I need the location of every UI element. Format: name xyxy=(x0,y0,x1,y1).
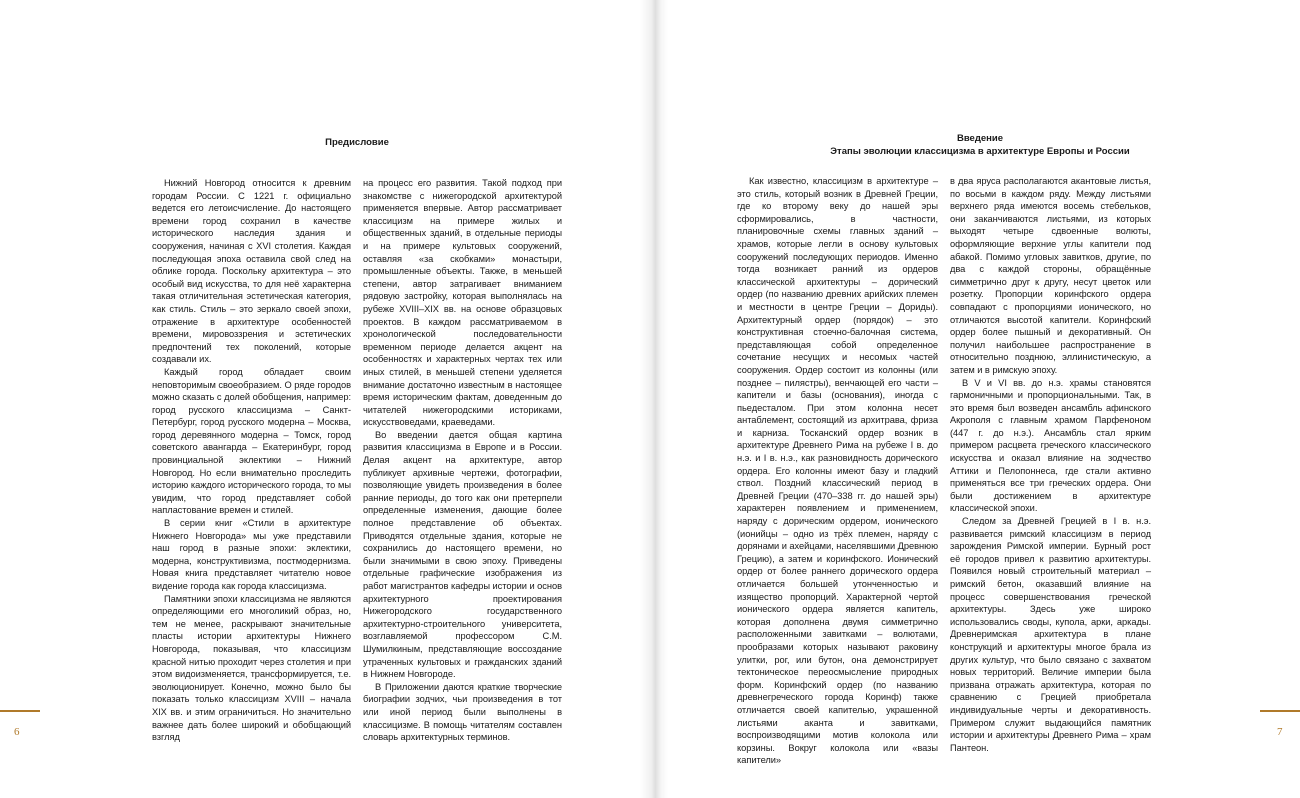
footer-rule xyxy=(0,710,40,712)
text-column-2 xyxy=(363,177,562,744)
page-title: Предисловие xyxy=(325,137,389,148)
paragraph: Нижний Новгород относится к древним городам России. С 1221 г. официально ведется его летоисчисление. До настоящего времени город сохранил в качестве исторического наследия здания и сооружения, начиная с XVI столетия. Каждая последующая эпоха оставила свой след на облике города. Поскольку архитектура – это особый вид искусства, то для неё характерна такая отличительная эстетическая категория, как стиль. Стиль – это зеркало своей эпохи, отражение в архитектуре особенностей времени, мировоззрения и эстетических предпочтений тех поколений, которые создавали их. xyxy=(152,178,351,365)
paragraph: на процесс его развития. Такой подход при знакомстве с нижегородской архитектурой применяется впервые. Автор рассматривает классицизм на примере жилых и общественных зданий, в отдельные периоды и на примере культовых сооружений, оставляя «за скобками» монастыри, промышленные объекты. Также, в меньшей степени, автор затрагивает вниманием рядовую застройку, которая выполнялась на рубеже XVIII–XIX вв. на основе образцовых проектов. В каждом рассматриваемом в хронологической последовательности временном периоде делается акцент на особенностях и характерных чертах тех или иных стилей, в меньшей степени уделяется внимание достаточно известным в настоящее время историческим фактам, доведенным до читателей нижегородскими историками, искусствоведами, краеведами. xyxy=(363,178,562,428)
footer-rule xyxy=(1260,710,1300,712)
paragraph: в два яруса располагаются акантовые листья, по восьми в каждом ряду. Между листьями верхнего ряда имеются восемь стебельков, они заканчиваются листьями, из которых выходят четыре сдвоенные волюты, оформляющие верхние углы капители под абакой. Помимо угловых завитков, другие, по два с каждой стороны, обращённые симметрично друг к другу, несут цветок или розетку. Пропорции коринфского ордера совпадают с пропорциями ионического, но отличаются высотой капители. Коринфский ордер более пышный и декоративный. Он получил наибольшее распространение в относительно позднюю, эллинистическую, а затем и в римскую эпоху. xyxy=(950,176,1151,375)
chapter-subtitle: Этапы эволюции классицизма в архитектуре Европы и России xyxy=(830,145,1130,157)
page-number: 6 xyxy=(14,726,20,738)
right-page xyxy=(650,0,1300,798)
paragraph: В Приложении даются краткие творческие биографии зодчих, чьи произведения в тот или иной период были выполнены в классицизме. В помощь читателям составлен словарь архитектурных терминов. xyxy=(363,681,562,743)
page-title xyxy=(650,133,1300,158)
text-column-1 xyxy=(737,175,938,767)
page-number: 7 xyxy=(1277,726,1283,738)
paragraph: В серии книг «Стили в архитектуре Нижнего Новгорода» мы уже представили наш город в разные эпохи: эклектики, модерна, конструктивизма, постмодернизма. Новая книга представляет читателю новое видение города как города классицизма. xyxy=(152,518,351,591)
text-column-2 xyxy=(950,175,1151,754)
paragraph: Во введении дается общая картина развития классицизма в Европе и в России. Делая акцент на архитектуре, автор публикует архивные чертежи, фотографии, позволяющие увидеть произведения в более ранние периоды, до того как они претерпели определенные изменения, дающие более полное представление об объектах. Приводятся отдельные здания, которые не сохранились до настоящего времени, но были значимыми в свою эпоху. Приведены отдельные графические изображения из работ магистрантов кафедры истории и основ архитектурного проектирования Нижегородского государственного архитектурно-строительного университета, возглавляемой профессором С.М. Шумилкиным, представляющие воссоздание утраченных культовых и гражданских зданий в Нижнем Новгороде. xyxy=(363,429,562,680)
chapter-title: Введение xyxy=(956,133,1004,144)
text-column-1 xyxy=(152,177,351,744)
paragraph: Как известно, классицизм в архитектуре – это стиль, который возник в Древней Греции, где ко второму веку до нашей эры сформировались, в частности, планировочные схемы главных зданий – храмов, которые легли в основу культовых сооружений последующих периодов. Именно тогда возникает ранний из ордеров классической архитектуры – дорический ордер (по названию древних арийских племен и местности в центре Греции – Дориды). Архитектурный ордер (порядок) – это конструктивная стоечно-балочная система, представляющая собой определенное сочетание несущих и несомых частей сооружения. Ордер состоит из колонны (или позднее – пилястры), венчающей его части – капители и базы (основания), иногда с пьедесталом. При этом колонна несет антаблемент, состоящий из архитрава, фриза и карниза. Тосканский ордер возник в архитектуре Древнего Рима на рубеже I в. до н.э. и I в. н.э., как разновидность дорического ордера. Его колонны имеют базу и гладкий ствол. Поздний классический период в Древней Греции (470–338 гг. до нашей эры) характерен появлением и применением, наряду с дорическим ордером, ионического (ионийцы – одно из трёх племен, наряду с дорянами и ахейцами, населявшими Древнюю Грецию), а затем и коринфского. Ионический ордер от более раннего дорического ордера отличается большей утонченностью и изящество пропорций. Характерной чертой ионического ордера является капитель, которая дополнена двумя симметрично расположенными завитками – волютами, прообразами которых называют раковину улитки, рог, или бутон, она демонстрирует тектоническое переосмысление природных форм. Коринфский ордер (по названию древнегреческого города Коринф) также отличается своей капителью, украшенной листьями аканта и завитками, воспроизводящими мотив колокола или корзины. Вокруг колокола или «вазы капители» xyxy=(737,176,938,766)
paragraph: Памятники эпохи классицизма не являются определяющими его многоликий образ, но, тем не менее, раскрывают значительные пласты истории архитектуры Нижнего Новгорода, показывая, что классицизм красной нитью проходит через столетия и при этом видоизменяется, трансформируется, т.е. эволюционирует. Конечно, можно было бы показать только классицизм XVIII – начала XIX вв. и этим ограничиться. Но значительно важнее дать более широкий и обобщающий взгляд xyxy=(152,593,351,743)
paragraph: В V и VI вв. до н.э. храмы становятся гармоничными и пропорциональными. Так, в это время был возведен ансамбль афинского Акрополя с главным храмом Парфеноном (447 г. до н.э.). Ансамбль стал ярким примером расцвета греческого классического искусства и оказал влияние на зодчество Аттики и Пелопоннеса, где стали активно применяться все три греческих ордера. Они были достижением в архитектуре классической эпохи. xyxy=(950,377,1151,514)
paragraph: Каждый город обладает своим неповторимым своеобразием. О ряде городов можно сказать с долей обобщения, например: город русского классицизма – Санкт-Петербург, город русского модерна – Москва, город деревянного модерна – Томск, город советского авангарда – Екатеринбург, город провинциальной эклектики – Нижний Новгород. Но если внимательно проследить историю каждого исторического города, то мы увидим, что город представляет собой напластование времен и стилей. xyxy=(152,366,351,516)
paragraph: Следом за Древней Грецией в I в. н.э. развивается римский классицизм в период зарождения Римской империи. Бурный рост её городов привел к развитию архитектуры. Появился новый строительный материал – римский бетон, оказавший влияние на процесс совершенствования греческой архитектуры. Здесь уже широко использовались своды, купола, арки, аркады. Древнеримская архитектура в плане конструкций и архитектуры многое брала из других культур, что было связано с захватом новых территорий. Величие империи была призвана отражать архитектура, которая по сравнению с Грецией приобретала индивидуальные черты и декоративность. Примером служит выдающийся памятник истории и архитектуры Древнего Рима – храм Пантеон. xyxy=(950,516,1151,753)
